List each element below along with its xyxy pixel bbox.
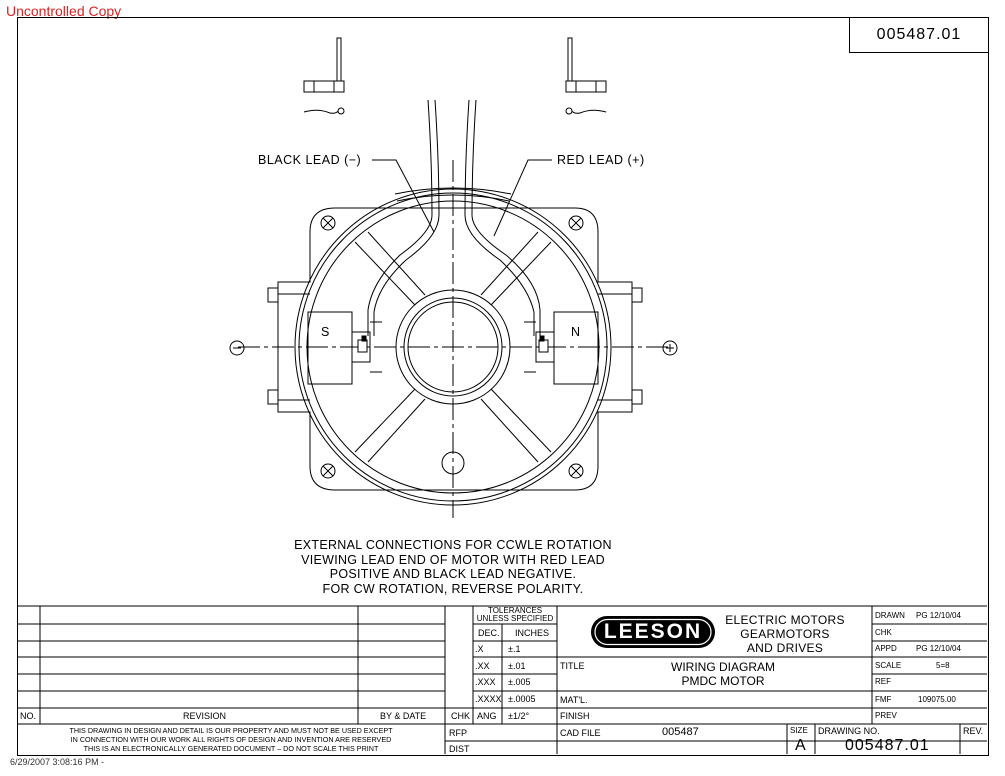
copyright-line: IN CONNECTION WITH OUR WORK ALL RIGHTS OF DESIGN AND INVENTION ARE RESERVED xyxy=(70,735,392,744)
note-line: EXTERNAL CONNECTIONS FOR CCWLE ROTATION xyxy=(294,538,612,552)
tolerance-inches-header: INCHES xyxy=(515,628,550,638)
print-timestamp: 6/29/2007 3:08:16 PM - xyxy=(10,757,105,767)
approval-prev-label: PREV xyxy=(875,711,897,720)
rev-revision-header: REVISION xyxy=(183,711,227,721)
approval-drawn-label: DRAWN xyxy=(875,611,905,620)
tolerance-val-xx: ±.01 xyxy=(508,661,526,671)
tolerance-dec-header: DEC. xyxy=(478,628,500,638)
drawing-no-value: 005487.01 xyxy=(845,737,930,754)
north-pole-label: N xyxy=(571,325,581,339)
approval-scale-label: SCALE xyxy=(875,661,902,670)
company-line: ELECTRIC MOTORS xyxy=(725,613,845,627)
south-pole-label: S xyxy=(321,325,330,339)
tolerance-val-xxx: ±.005 xyxy=(508,677,531,687)
copyright-notice xyxy=(17,726,445,753)
finish-label: FINISH xyxy=(560,711,590,721)
drawing-title xyxy=(660,660,786,688)
uncontrolled-copy-watermark: Uncontrolled Copy xyxy=(6,3,122,19)
approval-fmf-value: 109075.00 xyxy=(918,695,956,704)
tolerance-val-ang: ±1/2° xyxy=(508,711,530,721)
title-line: WIRING DIAGRAM xyxy=(671,660,775,674)
dist-label: DIST xyxy=(449,744,470,754)
drawing-no-label: DRAWING NO. xyxy=(818,726,880,736)
black-lead-label: BLACK LEAD (−) xyxy=(258,153,362,167)
note-line: FOR CW ROTATION, REVERSE POLARITY. xyxy=(322,581,584,596)
company-lines xyxy=(720,613,850,655)
leeson-logo xyxy=(590,615,716,649)
size-value: A xyxy=(795,737,806,754)
tolerance-dec-xxx: .XXX xyxy=(475,677,496,687)
size-label: SIZE xyxy=(790,726,808,735)
approval-appd-value: PG 12/10/04 xyxy=(916,644,961,653)
red-lead-label: RED LEAD (+) xyxy=(557,153,645,167)
rev-bydate-header: BY & DATE xyxy=(380,711,427,721)
tolerance-dec-x: .X xyxy=(475,644,484,654)
approval-appd-label: APPD xyxy=(875,644,897,653)
approval-chk-label: CHK xyxy=(875,628,892,637)
rev-no-header: NO. xyxy=(20,711,37,721)
drawing-number-top: 005487.01 xyxy=(876,26,962,43)
approval-ref-label: REF xyxy=(875,677,891,686)
company-line: GEARMOTORS xyxy=(740,627,830,641)
title-label: TITLE xyxy=(560,661,585,671)
note-line: POSITIVE AND BLACK LEAD NEGATIVE. xyxy=(329,567,577,581)
cad-file-value: 005487 xyxy=(662,726,699,738)
tolerance-header-line: UNLESS SPECIFIED xyxy=(476,614,554,623)
cad-file-label: CAD FILE xyxy=(560,728,601,738)
tolerance-dec-xxxx: .XXXX xyxy=(475,694,502,704)
title-line: PMDC MOTOR xyxy=(681,674,765,688)
tolerance-val-x: ±.1 xyxy=(508,644,521,654)
approval-fmf-label: FMF xyxy=(875,695,892,704)
approval-scale-value: 5=8 xyxy=(936,661,950,670)
tolerance-header-line: TOLERANCES xyxy=(487,606,543,615)
copyright-line: THIS DRAWING IN DESIGN AND DETAIL IS OUR PROPERTY AND MUST NOT BE USED EXCEPT xyxy=(69,726,393,735)
approval-drawn-value: PG 12/10/04 xyxy=(916,611,961,620)
tolerance-val-xxxx: ±.0005 xyxy=(508,694,536,704)
tolerance-dec-ang: ANG xyxy=(477,711,497,721)
note-line: VIEWING LEAD END OF MOTOR WITH RED LEAD xyxy=(301,552,605,567)
rev-label: REV. xyxy=(963,726,984,736)
matl-label: MAT'L. xyxy=(560,695,588,705)
rfp-label: RFP xyxy=(449,728,467,738)
rev-chk-header: CHK xyxy=(451,711,471,721)
tolerance-header xyxy=(473,607,557,623)
copyright-line: THIS IS AN ELECTRONICALLY GENERATED DOCUMENT – DO NOT SCALE THIS PRINT xyxy=(83,744,379,753)
leeson-logo-text: LEESON xyxy=(603,620,703,643)
tolerance-dec-xx: .XX xyxy=(475,661,490,671)
company-line: AND DRIVES xyxy=(746,641,824,655)
